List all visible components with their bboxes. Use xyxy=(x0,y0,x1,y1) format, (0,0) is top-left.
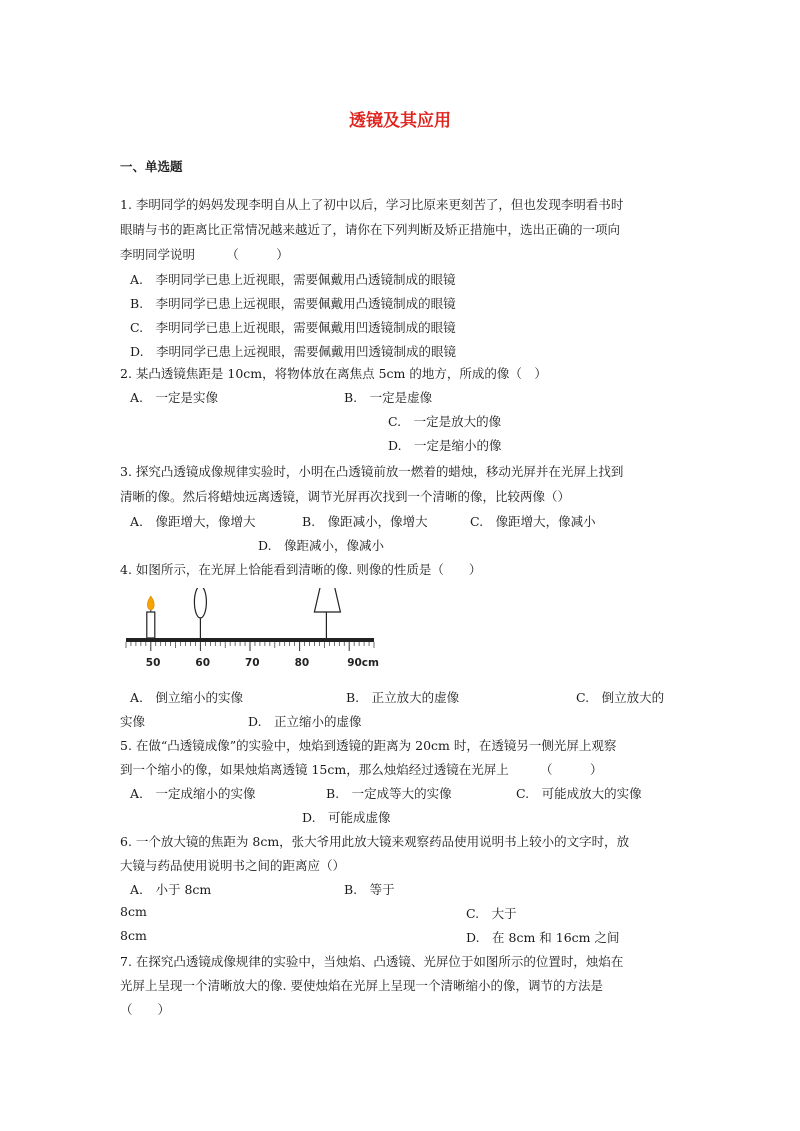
bench-tick-label: 60 xyxy=(195,657,211,669)
question-4-option-b: B. 正立放大的虚像 xyxy=(346,690,460,705)
candle-flame xyxy=(147,596,154,610)
question-4-option-c: C. 倒立放大的 xyxy=(576,690,665,705)
question-6-option-a: A. 小于 8cm xyxy=(130,882,212,897)
question-5-option-c: C. 可能成放大的实像 xyxy=(516,786,642,801)
question-2-line-1: 2. 某凸透镜焦距是 10cm，将物体放在离焦点 5cm 的地方，所成的像（ ） xyxy=(120,366,547,381)
optical-bench-diagram xyxy=(120,588,380,670)
question-3-option-c: C. 像距增大，像减小 xyxy=(470,514,596,529)
question-4-option-a: A. 倒立缩小的实像 xyxy=(130,690,244,705)
question-5-option-b: B. 一定成等大的实像 xyxy=(326,786,452,801)
question-1-line-3: 李明同学说明 （ ） xyxy=(120,247,289,262)
bench-tick-label: 50 xyxy=(145,657,161,669)
page-title: 透镜及其应用 xyxy=(349,111,451,131)
question-6-line-1: 6. 一个放大镜的焦距为 8cm，张大爷用此放大镜来观察药品使用说明书上较小的文字时，放 xyxy=(120,834,630,849)
bench-rail xyxy=(126,638,374,642)
question-6-option-c: C. 大于 xyxy=(466,906,517,921)
question-3-option-b: B. 像距减小，像增大 xyxy=(302,514,428,529)
question-1-line-1: 1. 李明同学的妈妈发现李明自从上了初中以后，学习比原来更刻苦了，但也发现李明看书时 xyxy=(120,197,624,212)
question-1-line-2: 眼睛与书的距离比正常情况越来越近了，请你在下列判断及矫正措施中，选出正确的一项向 xyxy=(120,222,621,237)
question-7-line-2: 光屏上呈现一个清晰放大的像. 要使烛焰在光屏上呈现一个清晰缩小的像，调节的方法是 xyxy=(120,978,603,993)
question-1-option-d: D. 李明同学已患上远视眼，需要佩戴用凹透镜制成的眼镜 xyxy=(130,344,457,359)
question-6-line-2: 大镜与药品使用说明书之间的距离应（） xyxy=(120,858,346,873)
question-5-option-d: D. 可能成虚像 xyxy=(302,810,391,825)
question-1-option-c: C. 李明同学已患上近视眼，需要佩戴用凹透镜制成的眼镜 xyxy=(130,320,456,335)
convex-lens xyxy=(194,588,206,618)
bench-tick-label: 80 xyxy=(294,657,310,669)
question-3-option-d: D. 像距减小，像减小 xyxy=(258,538,385,553)
bench-tick-label: 70 xyxy=(245,657,260,669)
question-2-option-b: B. 一定是虚像 xyxy=(344,390,433,405)
question-6-option-b-continued: 8cm xyxy=(120,904,147,919)
question-6-option-b: B. 等于 xyxy=(344,882,395,897)
question-2-option-c: C. 一定是放大的像 xyxy=(388,414,502,429)
question-7-line-3: （ ） xyxy=(120,1002,171,1017)
question-5-option-a: A. 一定成缩小的实像 xyxy=(130,786,256,801)
light-screen xyxy=(314,588,340,612)
question-3-line-2: 清晰的像。然后将蜡烛远离透镜，调节光屏再次找到一个清晰的像，比较两像（） xyxy=(120,489,571,504)
question-2-option-a: A. 一定是实像 xyxy=(130,390,219,405)
question-1-option-b: B. 李明同学已患上远视眼，需要佩戴用凸透镜制成的眼镜 xyxy=(130,296,456,311)
question-6-option-d: D. 在 8cm 和 16cm 之间 xyxy=(466,930,620,945)
question-4-line-1: 4. 如图所示，在光屏上恰能看到清晰的像. 则像的性质是（ ） xyxy=(120,562,482,577)
question-6-option-c-continued: 8cm xyxy=(120,928,147,943)
question-3-line-1: 3. 探究凸透镜成像规律实验时，小明在凸透镜前放一燃着的蜡烛，移动光屏并在光屏上找到 xyxy=(120,464,624,479)
question-5-line-1: 5. 在做“凸透镜成像”的实验中，烛焰到透镜的距离为 20cm 时，在透镜另一侧光屏上观察 xyxy=(120,738,617,753)
question-7-line-1: 7. 在探究凸透镜成像规律的实验中，当烛焰、凸透镜、光屏位于如图所示的位置时，烛焰在 xyxy=(120,954,624,969)
question-4-option-d: D. 正立缩小的虚像 xyxy=(248,714,362,729)
question-3-option-a: A. 像距增大，像增大 xyxy=(130,514,256,529)
question-4-option-c-continued: 实像 xyxy=(120,714,146,729)
question-2-option-d: D. 一定是缩小的像 xyxy=(388,438,502,453)
question-1-option-a: A. 李明同学已患上近视眼，需要佩戴用凸透镜制成的眼镜 xyxy=(130,272,456,287)
question-5-line-2: 到一个缩小的像，如果烛焰离透镜 15cm，那么烛焰经过透镜在光屏上 （ ） xyxy=(120,762,603,777)
section-heading: 一、单选题 xyxy=(120,159,183,174)
candle xyxy=(147,612,155,638)
bench-tick-label: 90cm xyxy=(347,657,379,669)
